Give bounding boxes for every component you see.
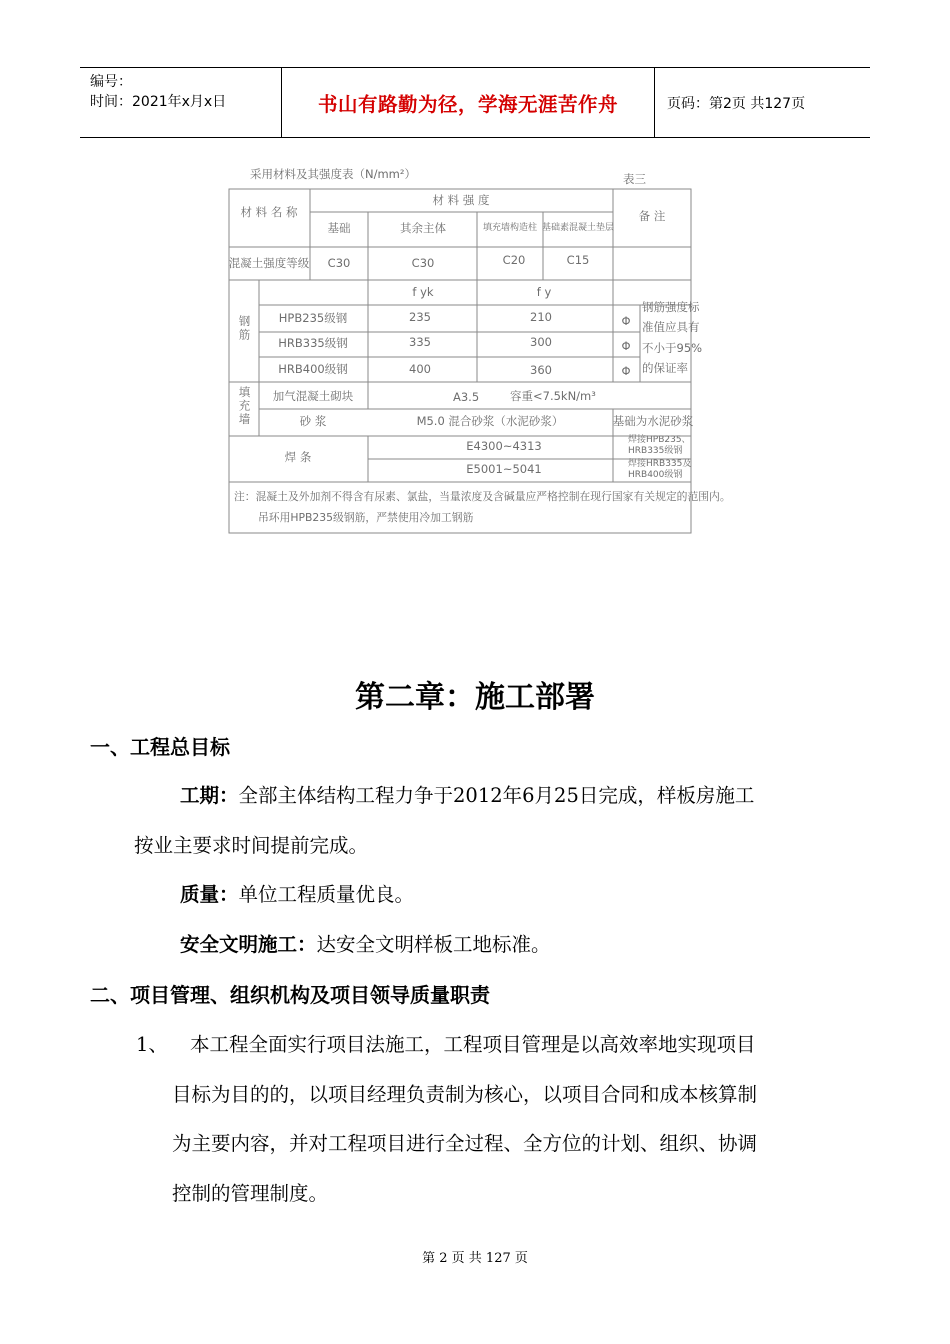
electrode-value: E5001~5041 (466, 462, 542, 476)
fy-header: f y (536, 285, 552, 299)
steel-remark-line: 钢筋强度标 (642, 300, 700, 314)
fyk-header: f yk (412, 285, 434, 299)
block-grade: A3.5 (453, 390, 480, 404)
steel-name: HRB400级钢 (278, 362, 348, 376)
document-date: 时间：2021年x月x日 (90, 94, 227, 110)
concrete-foundation: C30 (327, 256, 351, 270)
steel-fyk: 335 (409, 335, 431, 349)
mortar-value: M5.0 混合砂浆（水泥砂浆） (416, 414, 564, 428)
safety-paragraph (180, 929, 551, 957)
steel-fy: 210 (530, 310, 552, 324)
table-number: 表三 (623, 172, 646, 186)
steel-remark-line: 准值应具有 (642, 320, 700, 334)
concrete-label: 混凝土强度等级 (228, 256, 310, 270)
steel-remark-line: 不小于95% (642, 341, 703, 355)
table-caption: 采用材料及其强度表（N/mm²） (250, 167, 416, 181)
steel-name: HPB235级钢 (278, 311, 348, 325)
material-strength-table (228, 165, 731, 537)
steel-symbol: Φ (621, 339, 631, 353)
mortar-remark: 基础为水泥砂浆 (612, 414, 694, 428)
sub-main: 其余主体 (400, 221, 446, 235)
page-header (80, 67, 870, 138)
table-note: 吊环用HPB235级钢筋，严禁使用冷加工钢筋 (258, 511, 474, 524)
schedule-text: 全部主体结构工程力争于2012年6月25日完成，样板房施工 (238, 784, 755, 807)
steel-fy: 360 (530, 363, 552, 377)
concrete-cushion: C15 (566, 253, 590, 267)
safety-text: 达安全文明样板工地标准。 (316, 933, 551, 956)
concrete-main: C30 (411, 256, 435, 270)
schedule-label: 工期： (180, 784, 239, 807)
quality-label: 质量： (180, 883, 239, 906)
document-number-label: 编号： (90, 74, 132, 90)
paragraph-line: 本工程全面实行项目法施工，工程项目管理是以高效率地实现项目 (190, 1033, 756, 1056)
electrode-label: 焊 条 (284, 450, 312, 464)
header-meta (80, 68, 282, 137)
col-material-name: 材 料 名 称 (240, 205, 298, 219)
mortar-label: 砂 浆 (299, 414, 327, 428)
steel-remark-line: 的保证率 (642, 361, 688, 375)
paragraph-line: 目标为目的的，以项目经理负责制为核心，以项目合同和成本核算制 (172, 1083, 758, 1106)
header-page-info: 页码：第2页 共127页 (667, 95, 806, 112)
sub-cushion: 基础素混凝土垫层 (541, 223, 615, 233)
quality-text: 单位工程质量优良。 (238, 883, 415, 906)
schedule-continuation: 按业主要求时间提前完成。 (134, 834, 369, 857)
col-strength: 材 料 强 度 (432, 193, 490, 207)
block-label: 加气混凝土砌块 (272, 389, 354, 403)
steel-fyk: 235 (409, 310, 431, 324)
electrode-remark-line: 焊接HRB335及 (628, 459, 692, 469)
steel-fy: 300 (530, 335, 552, 349)
col-remark: 备 注 (638, 209, 666, 223)
quality-paragraph (180, 879, 414, 907)
steel-name: HRB335级钢 (278, 336, 348, 350)
electrode-value: E4300~4313 (466, 439, 542, 453)
chapter-title: 第二章：施工部署 (355, 680, 595, 715)
steel-group-label: 钢筋 (237, 315, 252, 342)
block-density: 容重<7.5kN/m³ (510, 389, 596, 403)
steel-symbol: Φ (621, 364, 631, 378)
electrode-remark-line: 焊接HPB235、 (628, 435, 691, 445)
concrete-infill: C20 (502, 253, 526, 267)
electrode-remark-line: HRB400级钢 (628, 470, 683, 480)
item-number: 1、 (136, 1033, 168, 1056)
sub-infill: 填充墙构造柱 (482, 223, 538, 233)
schedule-paragraph (180, 780, 754, 808)
page-footer: 第 2 页 共 127 页 (422, 1251, 528, 1266)
paragraph-line: 为主要内容，并对工程项目进行全过程、全方位的计划、组织、协调 (172, 1132, 758, 1155)
steel-fyk: 400 (409, 362, 431, 376)
section-heading: 二、项目管理、组织机构及项目领导质量职责 (90, 983, 490, 1007)
sub-foundation: 基础 (327, 221, 351, 235)
electrode-remark-line: HRB335级钢 (628, 446, 683, 456)
section-heading: 一、工程总目标 (90, 735, 230, 759)
steel-symbol: Φ (621, 314, 631, 328)
paragraph-line: 控制的管理制度。 (172, 1182, 329, 1205)
table-note: 注：混凝土及外加剂不得含有尿素、氯盐，当量浓度及含碱量应严格控制在现行国家有关规定的范围内。 (234, 490, 731, 503)
safety-label: 安全文明施工： (180, 933, 317, 956)
wall-group-label: 填充墙 (237, 386, 252, 427)
header-motto: 书山有路勤为径，学海无涯苦作舟 (282, 68, 655, 137)
